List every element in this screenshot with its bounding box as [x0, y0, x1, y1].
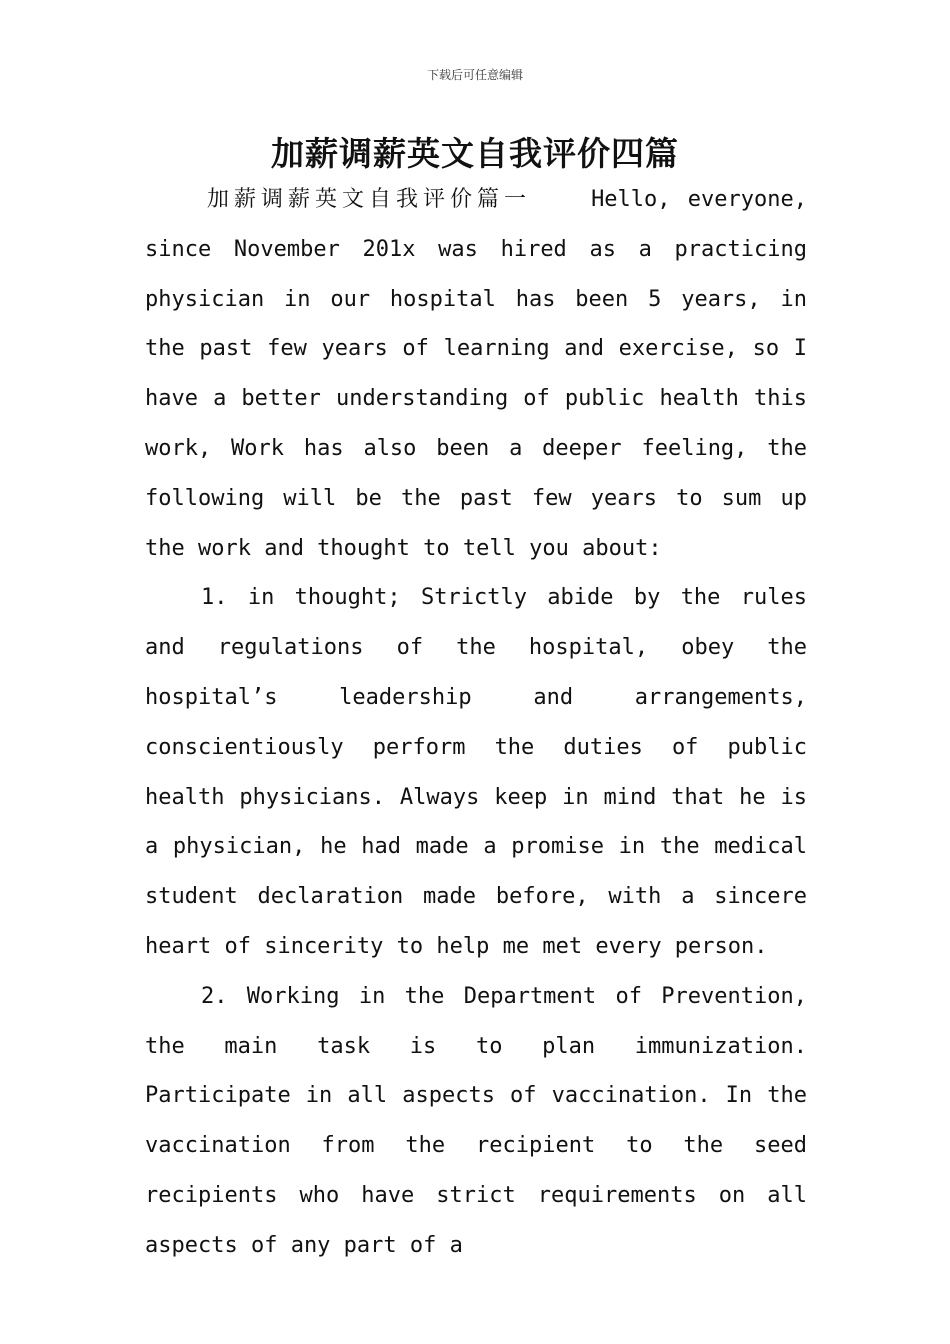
document-body [145, 175, 807, 1271]
document-title: 加薪调薪英文自我评价四篇 [271, 134, 679, 173]
paragraph-1 [145, 175, 807, 573]
paragraph-2: 1. in thought; Strictly abide by the rules and regulations of the hospital, obey the hospital’s leadership and arrangements, conscientiously perform the duties of public health physicians. Always keep in mind that he is a physician, he had made a promise in the medical student declaration made before, with a sincere heart of sincerity to help me met every person. [145, 585, 807, 959]
paragraph-3: 2. Working in the Department of Prevention, the main task is to plan immunization. Participate in all aspects of vaccination. In the vaccination from the recipient to the seed recipients who have strict requirements on all aspects of any part of a [145, 983, 807, 1258]
section-label: 加薪调薪英文自我评价篇一 [207, 187, 532, 212]
paragraph-1-text: Hello, everyone, since November 201x was hired as a practicing physician in our hospital has been 5 years, in the past few years of learning and exercise, so I have a better understanding of public health this work, Work has also been a deeper feeling, the following will be the past few years to sum up the work and thought to tell you about: [145, 187, 807, 561]
header-note: 下载后可任意编辑 [426, 68, 523, 82]
